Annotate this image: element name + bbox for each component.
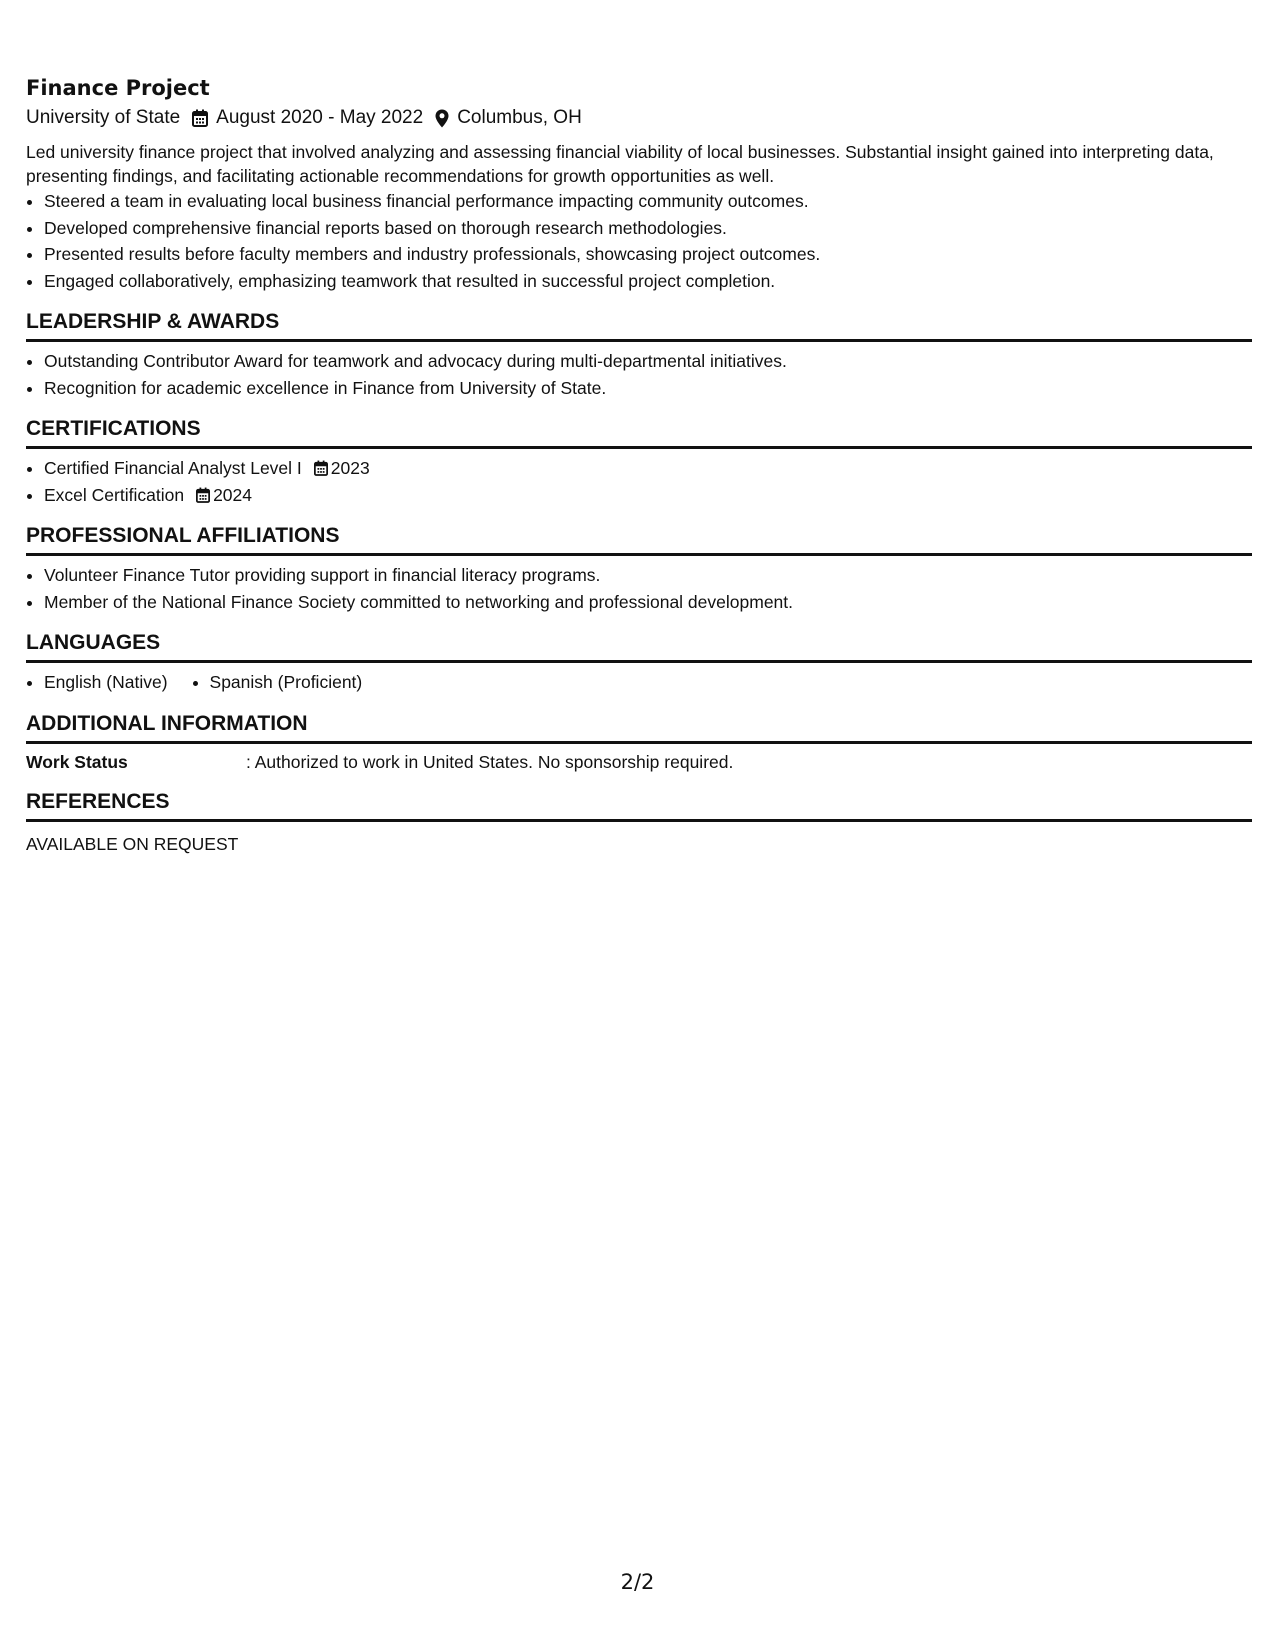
project-description: Led university finance project that involved analyzing and assessing financial viability of local businesses. Substantial insight gained into interpreting data, presenting findings, and facilitating actionable recommendations for growth opportunities as well. bbox=[26, 142, 1214, 186]
list-item: • Developed comprehensive financial reports based on thorough research methodologies. bbox=[44, 215, 1252, 242]
location-pin-icon bbox=[435, 109, 449, 128]
resume-page bbox=[26, 74, 1252, 856]
calendar-icon bbox=[192, 109, 208, 127]
certification-name: • Excel Certification bbox=[44, 484, 185, 505]
section-title: ADDITIONAL INFORMATION bbox=[26, 710, 1252, 744]
list-item bbox=[44, 482, 1252, 509]
project-meta bbox=[26, 104, 1252, 132]
work-status-label: Work Status bbox=[26, 751, 128, 772]
certification-year: 2023 bbox=[330, 458, 370, 478]
project-entry bbox=[26, 74, 1252, 294]
certification-name: • Certified Financial Analyst Level I bbox=[44, 458, 302, 478]
project-dates: August 2020 - May 2022 bbox=[216, 107, 424, 128]
list-item: • Presented results before faculty members and industry professionals, showcasing project outcomes. bbox=[44, 241, 1252, 268]
list-item: • Outstanding Contributor Award for teamwork and advocacy during multi-departmental initiatives. bbox=[44, 348, 1252, 375]
list-item: • Recognition for academic excellence in Finance from University of State. bbox=[44, 375, 1252, 402]
project-title: Finance Project bbox=[26, 76, 210, 100]
work-status-value: : Authorized to work in United States. No sponsorship required. bbox=[246, 751, 734, 772]
section-title: LEADERSHIP & AWARDS bbox=[26, 308, 1252, 342]
project-location: Columbus, OH bbox=[457, 107, 582, 128]
section-title: CERTIFICATIONS bbox=[26, 415, 1252, 449]
list-item bbox=[44, 455, 1252, 482]
certifications-section bbox=[26, 415, 1252, 508]
references-section bbox=[26, 788, 1252, 856]
page-number: 2/2 bbox=[620, 1570, 655, 1594]
certifications-list bbox=[26, 455, 1252, 508]
affiliations-section bbox=[26, 522, 1252, 615]
affiliations-list bbox=[26, 562, 1252, 615]
project-organization: University of State bbox=[26, 107, 181, 128]
list-item: • Volunteer Finance Tutor providing support in financial literacy programs. bbox=[44, 562, 1252, 589]
section-title: LANGUAGES bbox=[26, 629, 1252, 663]
list-item: • English (Native) bbox=[44, 669, 168, 696]
section-title: REFERENCES bbox=[26, 788, 1252, 822]
list-item: • Spanish (Proficient) bbox=[210, 669, 363, 696]
references-text: AVAILABLE ON REQUEST bbox=[26, 833, 239, 854]
languages-section bbox=[26, 629, 1252, 696]
section-title: PROFESSIONAL AFFILIATIONS bbox=[26, 522, 1252, 556]
list-item: • Steered a team in evaluating local business financial performance impacting community outcomes. bbox=[44, 188, 1252, 215]
list-item: • Engaged collaboratively, emphasizing teamwork that resulted in successful project completion. bbox=[44, 268, 1252, 295]
list-item: • Member of the National Finance Society committed to networking and professional development. bbox=[44, 589, 1252, 616]
project-bullets bbox=[26, 188, 1252, 294]
work-status-row bbox=[26, 750, 1252, 774]
languages-list bbox=[26, 669, 1252, 696]
leadership-list bbox=[26, 348, 1252, 401]
calendar-icon bbox=[196, 487, 210, 503]
additional-info-section bbox=[26, 710, 1252, 774]
leadership-section bbox=[26, 308, 1252, 401]
calendar-icon bbox=[314, 460, 328, 476]
certification-year: 2024 bbox=[213, 484, 252, 505]
